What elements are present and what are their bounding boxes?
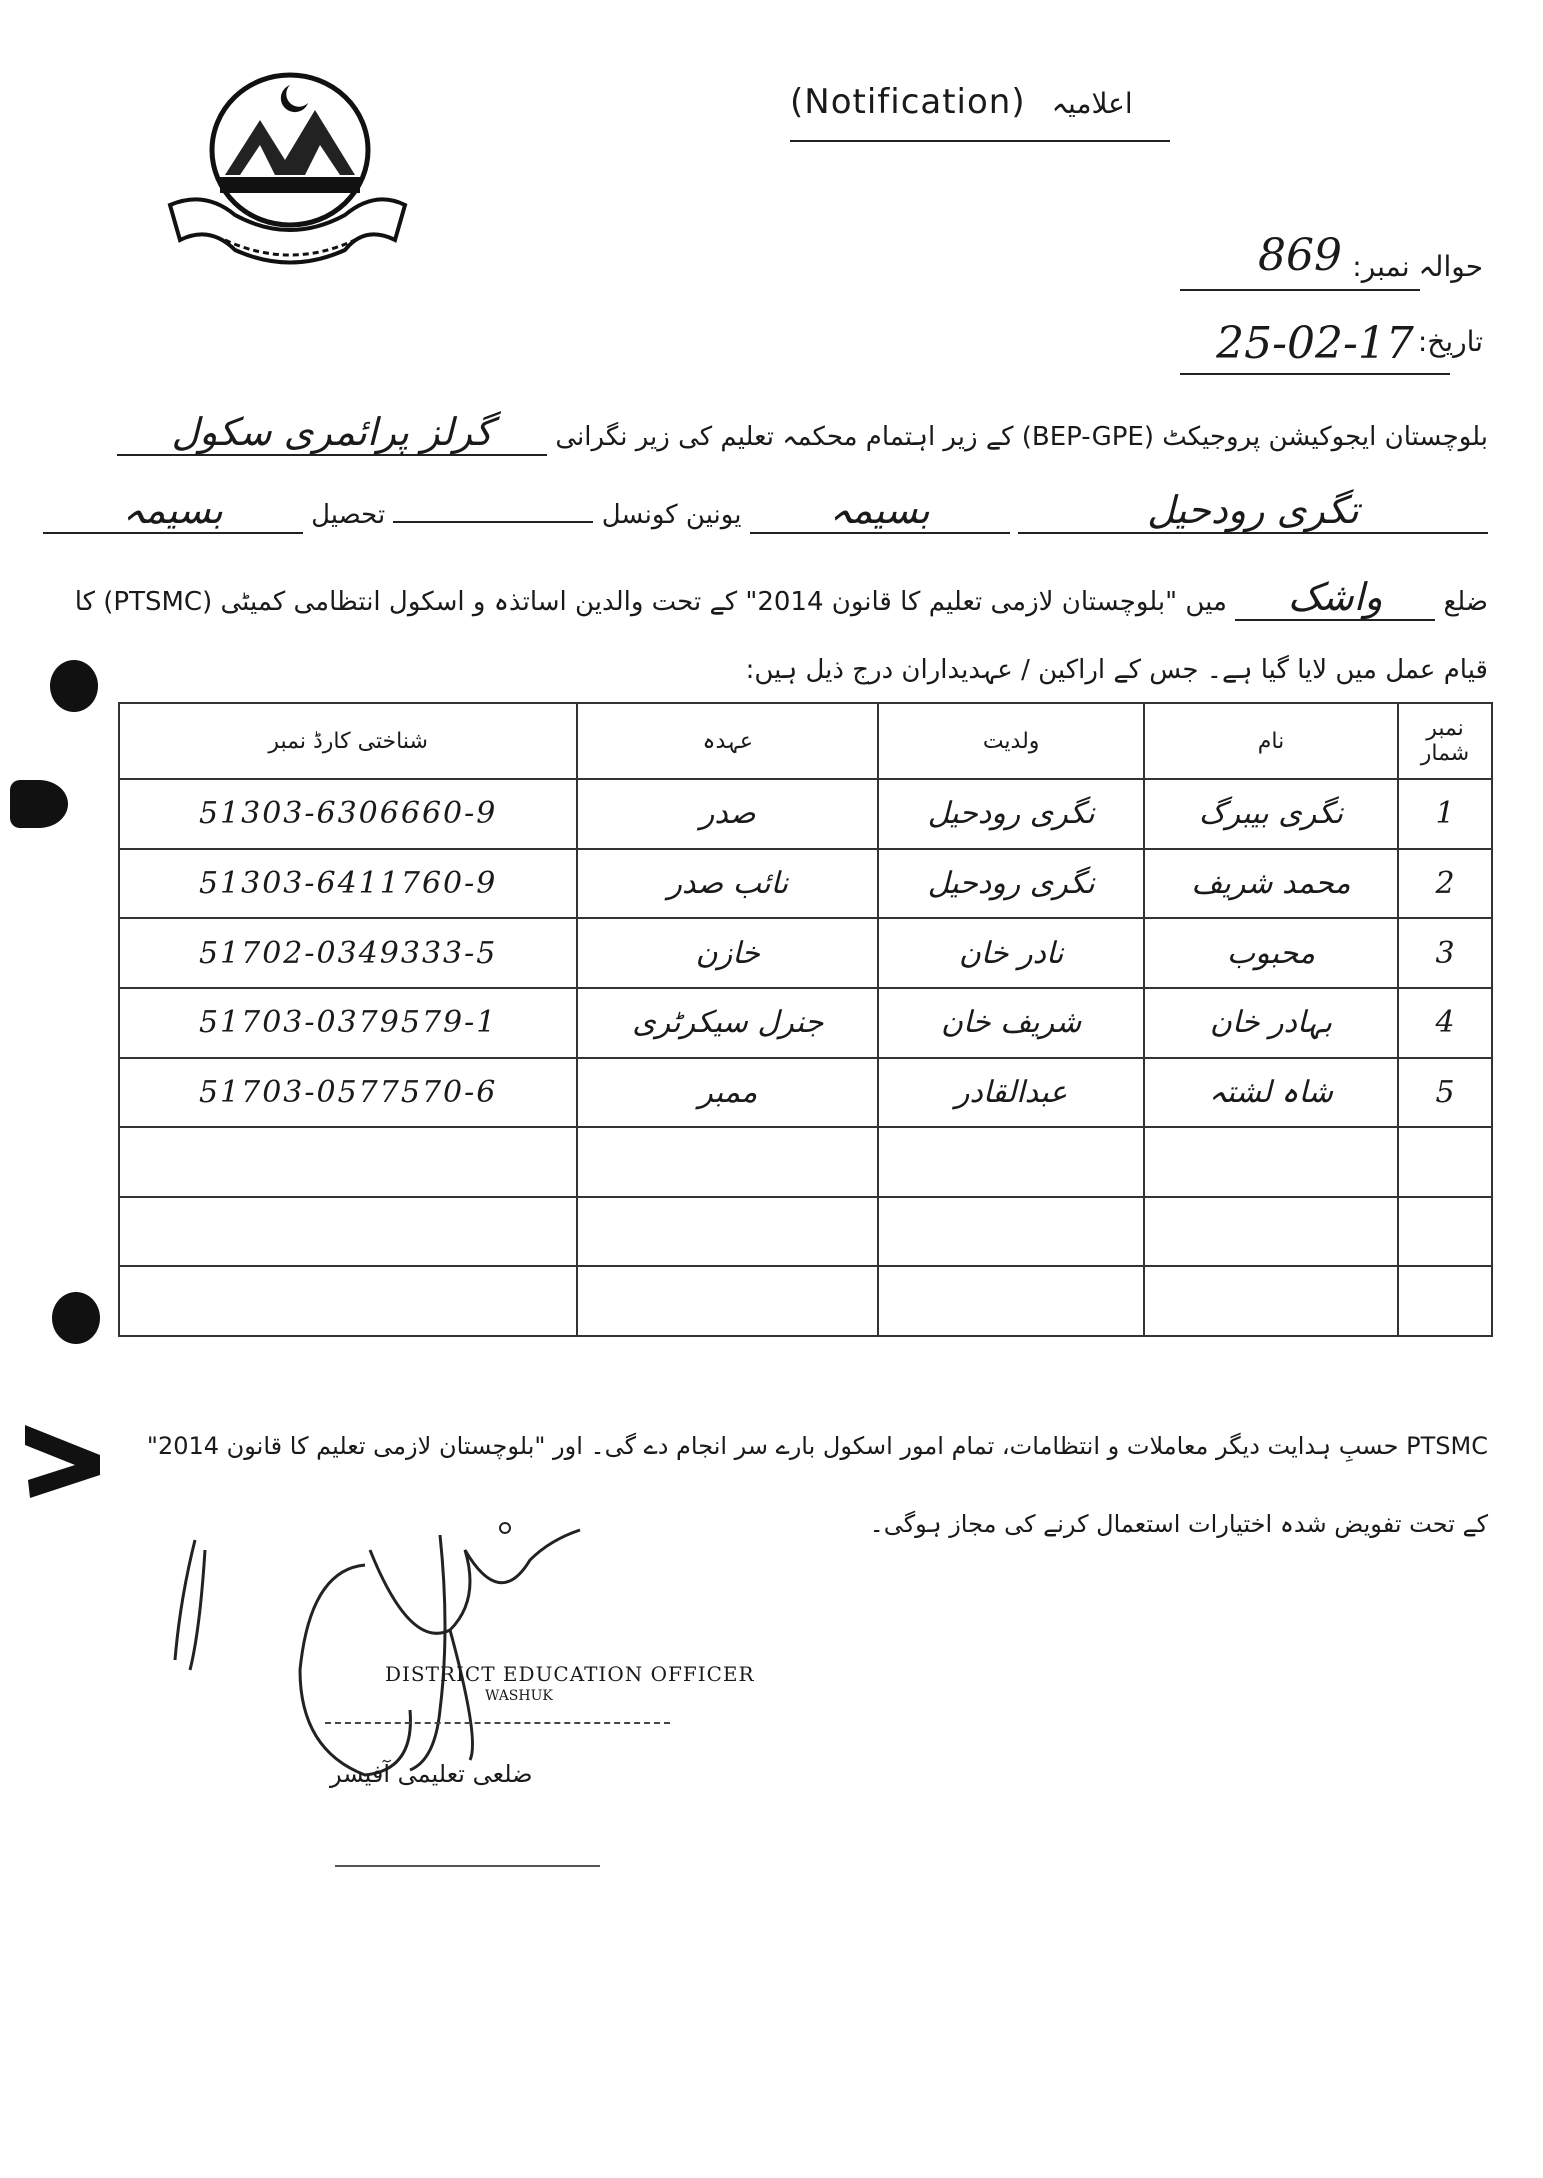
school-name: گرلز پرائمری سکول [117, 410, 547, 456]
project-text: بلوچستان ایجوکیشن پروجیکٹ (BEP-GPE) کے زیر اہتمام محکمہ تعلیم کی زیر نگرانی [555, 422, 1488, 452]
table-header-row [119, 703, 1492, 779]
header-father: ولدیت [878, 703, 1144, 779]
header-post: عہدہ [577, 703, 878, 779]
cell-cnic: 51702-0349333-5 [119, 918, 577, 988]
table-row [119, 1058, 1492, 1128]
cell-post [577, 1197, 878, 1267]
cell-post [577, 1266, 878, 1336]
table-row [119, 988, 1492, 1058]
members-table-wrapper [118, 702, 1493, 1337]
cell-post: صدر [577, 779, 878, 849]
punch-hole-mark [52, 1292, 100, 1344]
cell-name [1144, 1197, 1398, 1267]
cell-name: شاہ لشتہ [1144, 1058, 1398, 1128]
cell-sno: 5 [1398, 1058, 1492, 1128]
cell-sno [1398, 1266, 1492, 1336]
cell-name [1144, 1266, 1398, 1336]
table-row [119, 1197, 1492, 1267]
cell-father [878, 1127, 1144, 1197]
body-line-3 [75, 575, 1488, 621]
cell-father [878, 1197, 1144, 1267]
members-table [118, 702, 1493, 1337]
table-row [119, 1127, 1492, 1197]
cell-cnic: 51703-0379579-1 [119, 988, 577, 1058]
date-label: تاریخ: [1417, 325, 1483, 358]
village-name: تگری رودحیل [1018, 488, 1488, 534]
cell-post: خازن [577, 918, 878, 988]
notification-title-ur: اعلامیہ [1051, 87, 1133, 120]
binder-clip-mark [10, 780, 68, 828]
header-sno: نمبر شمار [1398, 703, 1492, 779]
table-row [119, 779, 1492, 849]
tehsil-name: بسیمہ [43, 488, 303, 534]
cell-sno: 1 [1398, 779, 1492, 849]
cell-sno [1398, 1197, 1492, 1267]
body-line-1 [117, 410, 1488, 456]
cell-name: محبوب [1144, 918, 1398, 988]
bottom-rule [335, 1865, 600, 1867]
body-line-4 [746, 655, 1488, 685]
cell-cnic [119, 1127, 577, 1197]
law-text: میں "بلوچستان لازمی تعلیم کا قانون 2014" کے تحت والدین اساتذہ و اسکول انتظامی کمیٹی (PTSMC) کا [74, 587, 1227, 617]
government-emblem-icon [165, 65, 410, 280]
cell-post: جنرل سیکرٹری [577, 988, 878, 1058]
district-label: ضلع [1443, 587, 1488, 617]
cell-father: عبدالقادر [878, 1058, 1144, 1128]
cell-name: نگری بیبرگ [1144, 779, 1398, 849]
cell-father: نگری رودحیل [878, 779, 1144, 849]
cell-father [878, 1266, 1144, 1336]
cell-name: بہادر خان [1144, 988, 1398, 1058]
signature-line [325, 1722, 670, 1724]
cell-sno: 4 [1398, 988, 1492, 1058]
table-row [119, 918, 1492, 988]
cell-sno: 2 [1398, 849, 1492, 919]
cell-post: ممبر [577, 1058, 878, 1128]
notification-title-en: (Notification) [790, 82, 1026, 122]
office-title-urdu: ضلعی تعلیمی آفیسر [330, 1760, 533, 1788]
reference-number-value: 869 [1180, 230, 1420, 291]
officer-district: WASHUK [485, 1688, 553, 1704]
body-line-2 [43, 488, 1488, 534]
district-name: واشک [1235, 575, 1435, 621]
header-cnic: شناختی کارڈ نمبر [119, 703, 577, 779]
cell-post [577, 1127, 878, 1197]
cell-father: نادر خان [878, 918, 1144, 988]
cell-sno [1398, 1127, 1492, 1197]
cell-name [1144, 1127, 1398, 1197]
tehsil-label: تحصیل [311, 500, 386, 530]
cell-father: شریف خان [878, 988, 1144, 1058]
members-table-body [119, 779, 1492, 1336]
header-name: نام [1144, 703, 1398, 779]
union-council-name: بسیمہ [750, 488, 1010, 534]
cell-father: نگری رودحیل [878, 849, 1144, 919]
cell-cnic: 51703-0577570-6 [119, 1058, 577, 1128]
cell-cnic: 51303-6411760-9 [119, 849, 577, 919]
cell-cnic: 51303-6306660-9 [119, 779, 577, 849]
cell-name: محمد شریف [1144, 849, 1398, 919]
date-value: 25-02-17 [1180, 318, 1450, 375]
union-council-label: یونین کونسل [601, 500, 742, 530]
cell-cnic [119, 1197, 577, 1267]
table-row [119, 849, 1492, 919]
reference-number-label: حوالہ نمبر: [1352, 250, 1483, 283]
cell-post: نائب صدر [577, 849, 878, 919]
cell-cnic [119, 1266, 577, 1336]
table-row [119, 1266, 1492, 1336]
officer-title: DISTRICT EDUCATION OFFICER [385, 1662, 755, 1686]
punch-hole-mark [50, 660, 98, 712]
footer-paragraph-line-1: PTSMC حسبِ ہدایت دیگر معاملات و انتظامات، تمام امور اسکول بارے سر انجام دے گی۔ اور "بلوچستان لازمی تعلیم کا قانون 2014" [146, 1432, 1488, 1460]
footer-paragraph-line-2: کے تحت تفویض شدہ اختیارات استعمال کرنے کی مجاز ہوگی۔ [869, 1510, 1488, 1538]
cell-sno: 3 [1398, 918, 1492, 988]
binder-clip-mark [20, 1420, 110, 1500]
notification-title [790, 82, 1170, 142]
members-intro-text: قیام عمل میں لایا گیا ہے۔ جس کے اراکین / عہدیداران درج ذیل ہیں: [745, 655, 1488, 685]
